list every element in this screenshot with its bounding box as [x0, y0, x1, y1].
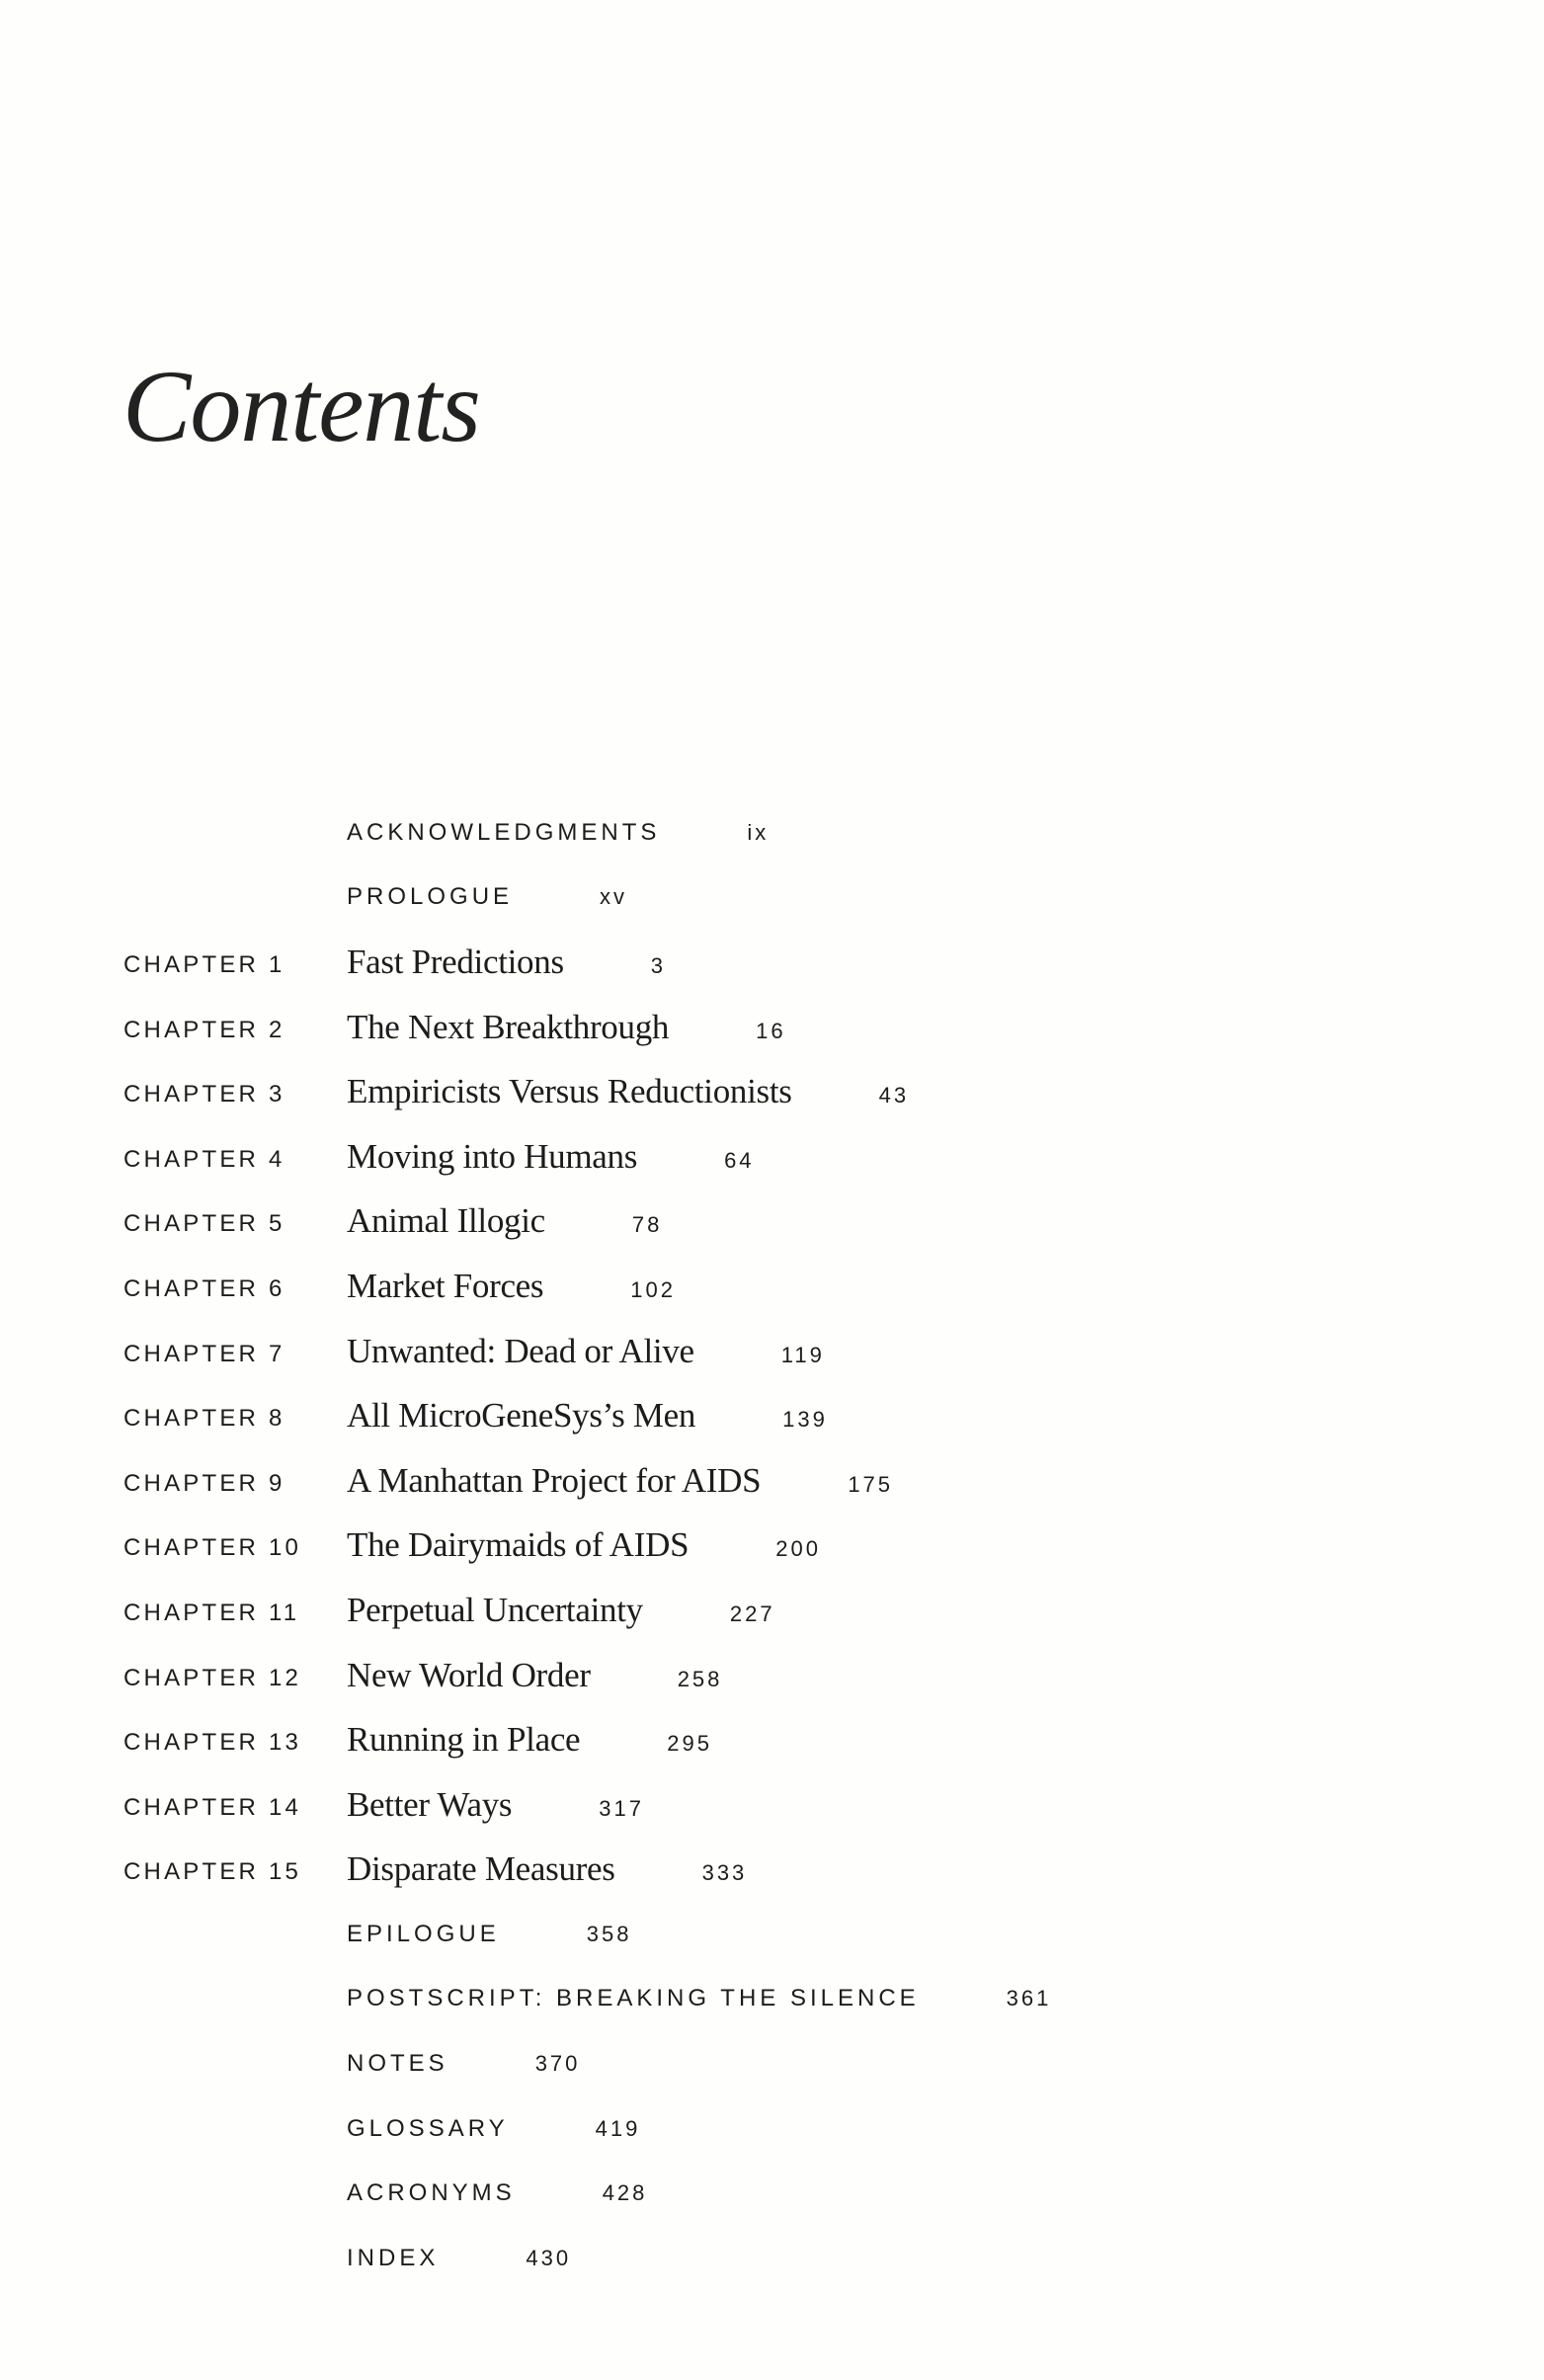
page-number: ix	[747, 819, 770, 845]
chapter-label: CHAPTER 4	[123, 1145, 285, 1173]
entry-title: PROLOGUE	[347, 883, 514, 911]
entry-title: Running in Place	[347, 1720, 581, 1760]
entry-title: Empiricists Versus Reductionists	[347, 1072, 792, 1111]
toc-entry	[0, 1902, 1544, 1967]
page-number: 78	[631, 1212, 663, 1238]
page-number: 119	[780, 1342, 825, 1367]
entry-title: EPILOGUE	[347, 1920, 500, 1947]
entry	[347, 1849, 747, 1889]
entry-title: NOTES	[347, 2050, 448, 2078]
page-title: Contents	[122, 350, 480, 463]
chapter-label: CHAPTER 2	[123, 1016, 285, 1043]
entry-title: Better Ways	[347, 1784, 513, 1824]
entry	[347, 1785, 644, 1825]
entry	[347, 1525, 821, 1565]
page-number: 333	[701, 1860, 748, 1886]
entry	[347, 943, 666, 982]
entry	[347, 1656, 722, 1695]
page-number: xv	[600, 884, 628, 910]
entry	[347, 1267, 676, 1306]
toc-entry	[0, 2226, 1544, 2291]
chapter-label: CHAPTER 13	[123, 1728, 302, 1756]
chapter-label: CHAPTER 9	[123, 1469, 285, 1497]
chapter-label: CHAPTER 15	[123, 1858, 302, 1886]
entry-title: All MicroGeneSys’s Men	[347, 1396, 696, 1436]
entry	[347, 819, 769, 847]
chapter-label: CHAPTER 8	[123, 1404, 285, 1432]
toc-entry	[0, 1254, 1544, 1319]
page-number: 430	[526, 2245, 572, 2270]
toc-entry	[0, 1124, 1544, 1190]
toc-entry	[0, 1772, 1544, 1838]
entry	[347, 2050, 580, 2078]
toc-entry	[0, 1383, 1544, 1448]
entry	[347, 1332, 825, 1371]
entry-title: ACRONYMS	[347, 2179, 516, 2207]
entry	[347, 1137, 755, 1177]
entry-title: Market Forces	[347, 1266, 544, 1305]
toc-entry	[0, 1514, 1544, 1579]
entry-title: New World Order	[347, 1655, 591, 1694]
toc-entry	[0, 1190, 1544, 1255]
page-number: 64	[724, 1147, 755, 1173]
page-number: 370	[534, 2051, 581, 2077]
page-number: 358	[586, 1921, 632, 1946]
page-number: 139	[782, 1407, 828, 1433]
page-number: 258	[677, 1666, 723, 1691]
page-number: 16	[756, 1018, 786, 1043]
entry-title: Perpetual Uncertainty	[347, 1590, 643, 1629]
page-number: 43	[878, 1083, 910, 1108]
toc-entry	[0, 2031, 1544, 2096]
page-number: 175	[848, 1471, 894, 1497]
chapter-label: CHAPTER 11	[123, 1599, 300, 1626]
toc-entry	[0, 800, 1544, 865]
entry-title: Moving into Humans	[347, 1136, 638, 1176]
table-of-contents	[0, 800, 1544, 2291]
entry	[347, 2115, 640, 2143]
page-number: 3	[650, 952, 667, 978]
toc-entry	[0, 1643, 1544, 1708]
page-number: 428	[602, 2180, 648, 2206]
chapter-label: CHAPTER 6	[123, 1274, 285, 1302]
chapter-label: CHAPTER 3	[123, 1080, 285, 1108]
toc-entry	[0, 1059, 1544, 1124]
entry-title: Disparate Measures	[347, 1849, 615, 1889]
toc-entry	[0, 1967, 1544, 2032]
page-number: 200	[775, 1536, 821, 1562]
entry-title: Unwanted: Dead or Alive	[347, 1331, 694, 1370]
entry	[347, 1072, 909, 1111]
entry-title: ACKNOWLEDGMENTS	[347, 818, 661, 846]
entry-title: Animal Illogic	[347, 1201, 545, 1241]
entry-title: INDEX	[347, 2244, 440, 2271]
page-number: 419	[595, 2115, 641, 2141]
entry-title: GLOSSARY	[347, 2114, 509, 2142]
page-number: 361	[1006, 1986, 1052, 2011]
entry	[347, 1985, 1051, 2012]
entry-title: The Next Breakthrough	[347, 1007, 670, 1046]
toc-entry	[0, 1319, 1544, 1384]
entry	[347, 1591, 775, 1630]
entry-title: Fast Predictions	[347, 942, 564, 981]
page-number: 227	[729, 1600, 775, 1626]
entry	[347, 1201, 662, 1241]
entry-title: POSTSCRIPT: BREAKING THE SILENCE	[347, 1985, 920, 2012]
page-number: 295	[667, 1731, 713, 1757]
toc-entry	[0, 995, 1544, 1060]
entry	[347, 883, 627, 911]
entry-title: The Dairymaids of AIDS	[347, 1525, 690, 1565]
chapter-label: CHAPTER 7	[123, 1340, 285, 1367]
entry	[347, 1720, 712, 1760]
entry	[347, 2179, 647, 2207]
toc-entry	[0, 1578, 1544, 1643]
entry	[347, 1008, 786, 1047]
entry	[347, 1921, 631, 1948]
toc-entry	[0, 2096, 1544, 2162]
toc-entry	[0, 2161, 1544, 2226]
entry	[347, 2245, 571, 2272]
chapter-label: CHAPTER 5	[123, 1210, 285, 1238]
chapter-label: CHAPTER 1	[123, 950, 285, 978]
page-number: 102	[630, 1276, 676, 1302]
chapter-label: CHAPTER 10	[123, 1534, 302, 1562]
toc-entry	[0, 1448, 1544, 1514]
toc-entry	[0, 865, 1544, 931]
entry	[347, 1396, 828, 1436]
chapter-label: CHAPTER 12	[123, 1664, 302, 1691]
entry-title: A Manhattan Project for AIDS	[347, 1460, 762, 1500]
toc-entry	[0, 1707, 1544, 1772]
entry	[347, 1461, 893, 1501]
toc-entry	[0, 1838, 1544, 1903]
page-number: 317	[599, 1795, 644, 1821]
chapter-label: CHAPTER 14	[123, 1793, 302, 1821]
toc-entry	[0, 930, 1544, 995]
